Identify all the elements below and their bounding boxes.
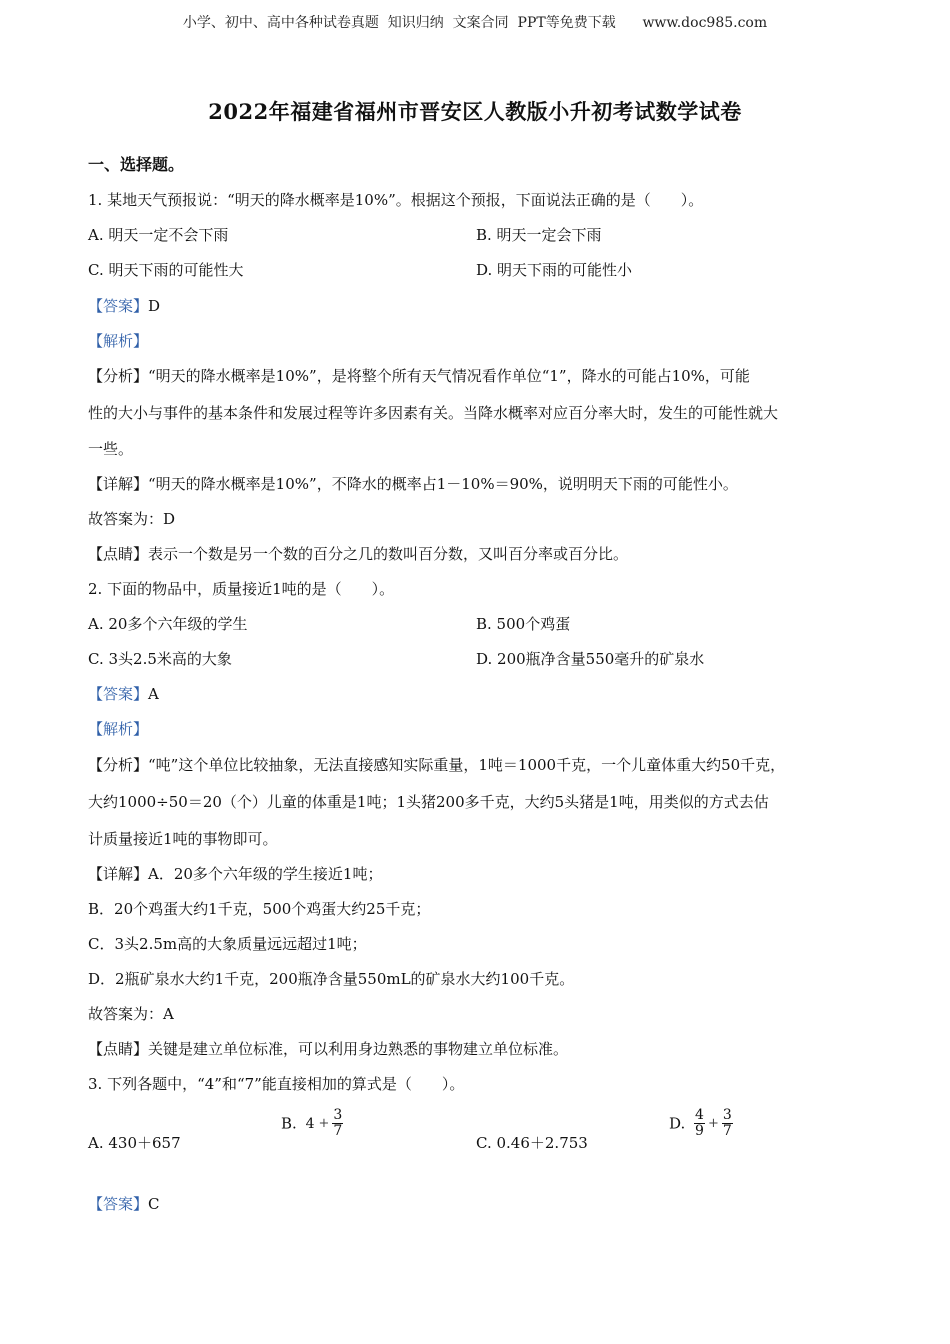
- xiangjie-tag: 【详解】: [88, 865, 149, 883]
- fenxi-tag: 【分析】: [88, 367, 149, 385]
- q1-option-a: A. 明天一定不会下雨: [88, 226, 229, 244]
- q1-analysis-line-1: [88, 366, 750, 386]
- fenxi-tag: 【分析】: [88, 756, 149, 774]
- q2-detail-c: C．3头2.5m高的大象质量远远超过1吨；: [88, 935, 367, 953]
- q2-analysis-line-1: [88, 755, 785, 775]
- q1-jiexi: [88, 331, 148, 351]
- q3-option-b-denominator: 7: [333, 1123, 343, 1139]
- site-banner: 小学、初中、高中各种试卷真题 知识归纳 文案合同 PPT等免费下载 www.doc985.com: [182, 15, 768, 31]
- q3-option-a: A. 430＋657: [88, 1134, 181, 1152]
- q2-answer: [88, 684, 159, 704]
- q2-conclusion: 故答案为：A: [88, 1005, 174, 1023]
- q3-option-b: [281, 1108, 344, 1139]
- q2-analysis-line-3: 计质量接近1吨的事物即可。: [88, 830, 278, 848]
- q2-point-text: 关键是建立单位标准，可以利用身边熟悉的事物建立单位标准。: [148, 1040, 569, 1058]
- q3-option-b-numerator: 3: [333, 1107, 343, 1123]
- q3-option-d-plus: +: [707, 1116, 719, 1131]
- dianjing-tag: 【点睛】: [88, 1040, 149, 1058]
- q1-analysis-line-3: 一些。: [88, 440, 134, 458]
- q2-detail-d: D．2瓶矿泉水大约1千克，200瓶净含量550mL的矿泉水大约100千克。: [88, 970, 575, 988]
- q1-option-d: D. 明天下雨的可能性小: [476, 261, 633, 279]
- q3-option-b-fraction: [332, 1108, 343, 1139]
- q2-answer-value: A: [148, 685, 159, 703]
- q2-option-b: B. 500个鸡蛋: [476, 615, 571, 633]
- q1-detail-text: “明天的降水概率是10%”，不降水的概率占1－10%＝90%，说明明天下雨的可能性小。: [148, 475, 738, 493]
- q1-option-b: B. 明天一定会下雨: [476, 226, 602, 244]
- q3-option-d-label: D.: [669, 1114, 686, 1133]
- q1-option-c: C. 明天下雨的可能性大: [88, 261, 244, 279]
- q1-conclusion: 故答案为：D: [88, 510, 176, 528]
- jiexi-tag: 【解析】: [88, 720, 149, 738]
- q2-detail-b: B．20个鸡蛋大约1千克，500个鸡蛋大约25千克；: [88, 900, 431, 918]
- q2-option-d: D. 200瓶净含量550毫升的矿泉水: [476, 650, 705, 668]
- q2-analysis-line-2: 大约1000÷50＝20（个）儿童的体重是1吨；1头猪200多千克，大约5头猪是1吨，用类似的方式去估: [88, 793, 769, 811]
- q3-option-d-numerator-2: 3: [722, 1107, 732, 1123]
- q3-option-b-plus: +: [318, 1116, 330, 1131]
- q3-answer-value: C: [148, 1195, 160, 1213]
- q1-analysis-text: “明天的降水概率是10%”，是将整个所有天气情况看作单位“1”，降水的可能占10%，可能: [148, 367, 750, 385]
- q3-option-d: [669, 1108, 734, 1139]
- q3-option-d-denominator-1: 9: [695, 1123, 704, 1139]
- answer-tag: 【答案】: [88, 685, 149, 703]
- answer-tag: 【答案】: [88, 297, 149, 315]
- q1-stem: 1. 某地天气预报说：“明天的降水概率是10%”。根据这个预报，下面说法正确的是（ ）。: [88, 191, 704, 209]
- q2-detail-a: [88, 864, 382, 884]
- q3-option-d-fraction-1: [694, 1108, 705, 1139]
- q2-point: [88, 1039, 568, 1059]
- section-heading: 一、选择题。: [88, 155, 185, 174]
- q2-analysis-text: “吨”这个单位比较抽象，无法直接感知实际重量，1吨＝1000千克，一个儿童体重大约50千克，: [148, 756, 786, 774]
- q1-answer: [88, 296, 160, 316]
- q2-option-a: A. 20多个六年级的学生: [88, 615, 248, 633]
- q3-answer: [88, 1194, 160, 1214]
- q1-point-text: 表示一个数是另一个数的百分之几的数叫百分数，又叫百分率或百分比。: [148, 545, 629, 563]
- q2-option-c: C. 3头2.5米高的大象: [88, 650, 232, 668]
- q1-analysis-line-2: 性的大小与事件的基本条件和发展过程等许多因素有关。当降水概率对应百分率大时，发生的可能性就大: [88, 404, 779, 422]
- q2-detail-text: A．20多个六年级的学生接近1吨；: [148, 865, 383, 883]
- q3-option-c: C. 0.46＋2.753: [476, 1134, 588, 1152]
- q2-stem: 2. 下面的物品中，质量接近1吨的是（ ）。: [88, 580, 395, 598]
- q3-option-b-label: B.: [281, 1114, 297, 1133]
- q3-option-d-denominator-2: 7: [722, 1123, 732, 1139]
- q2-jiexi: [88, 719, 148, 739]
- q3-option-d-fraction-2: [722, 1108, 733, 1139]
- answer-tag: 【答案】: [88, 1195, 149, 1213]
- jiexi-tag: 【解析】: [88, 332, 149, 350]
- dianjing-tag: 【点睛】: [88, 545, 149, 563]
- q1-answer-value: D: [148, 297, 161, 315]
- q3-option-d-numerator-1: 4: [695, 1107, 704, 1123]
- q1-point: [88, 544, 628, 564]
- xiangjie-tag: 【详解】: [88, 475, 149, 493]
- q3-stem: 3. 下列各题中，“4”和“7”能直接相加的算式是（ ）。: [88, 1075, 465, 1093]
- q1-detail: [88, 474, 738, 494]
- page-title: 2022年福建省福州市晋安区人教版小升初考试数学试卷: [208, 99, 742, 124]
- q3-option-b-whole: 4: [305, 1115, 315, 1132]
